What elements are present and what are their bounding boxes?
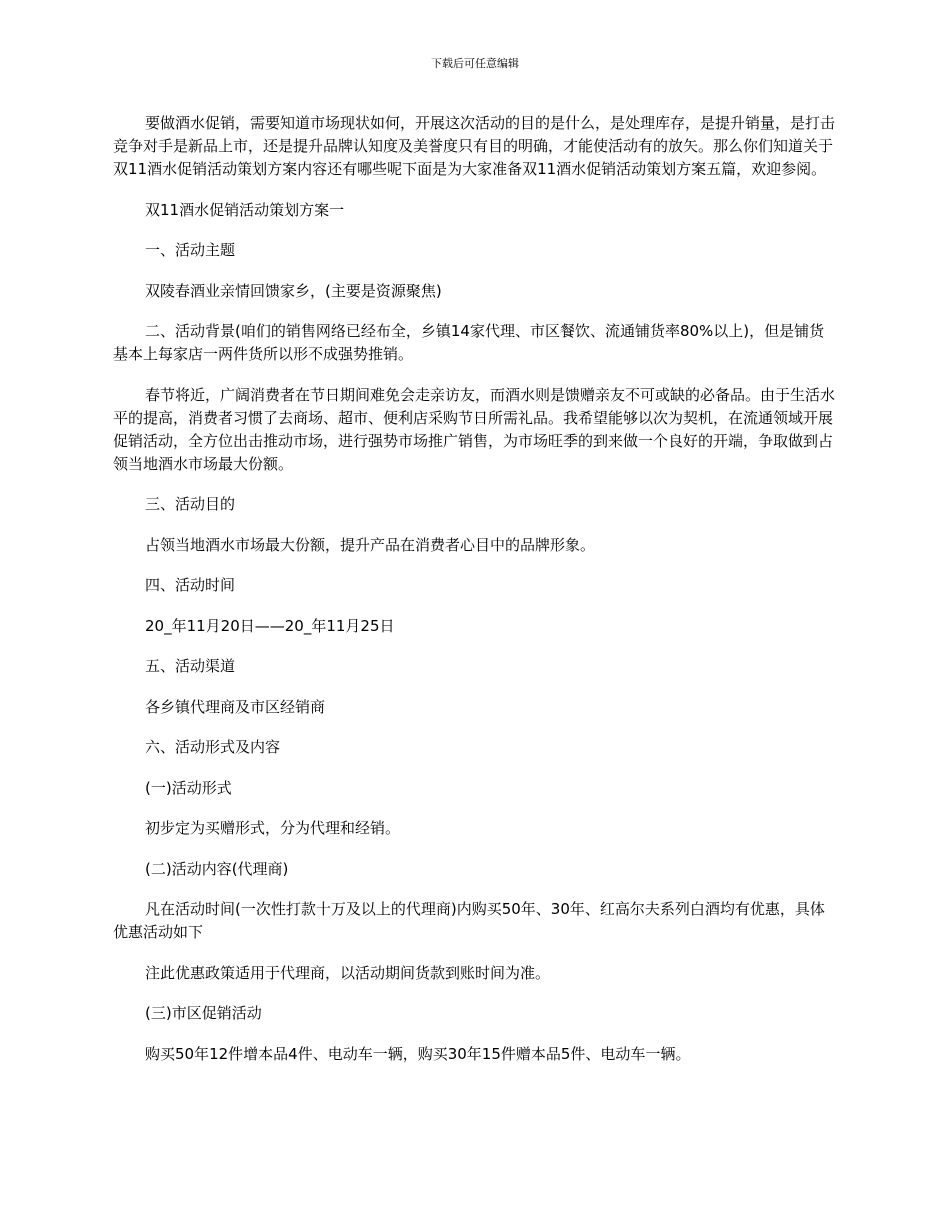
subheading-form: (一)活动形式 [145,778,232,797]
agent-content-paragraph: 凡在活动时间(一次性打款十万及以上的代理商)内购买50年、30年、红高尔夫系列白酒均有优惠，具体优惠活动如下 [113,900,825,941]
background-paragraph: 二、活动背景(咱们的销售网络已经布全，乡镇14家代理、市区餐饮、流通铺货率80%以上)，但是铺货基本上每家店一两件货所以形不成强势推销。 [113,322,825,363]
header-note: 下载后可任意编辑 [431,57,519,70]
section-heading-time: 四、活动时间 [145,576,236,594]
section-heading-goal: 三、活动目的 [145,495,236,513]
theme-paragraph: 双陵春酒业亲情回馈家乡，(主要是资源聚焦) [145,281,442,300]
time-paragraph: 20_年11月20日——20_年11月25日 [145,616,395,635]
goal-paragraph: 占领当地酒水市场最大份额，提升产品在消费者心目中的品牌形象。 [145,535,596,554]
agent-note-paragraph: 注此优惠政策适用于代理商，以活动期间货款到账时间为准。 [145,963,551,982]
channel-paragraph: 各乡镇代理商及市区经销商 [145,697,326,716]
subheading-city-promotion: (三)市区促销活动 [145,1004,262,1022]
intro-paragraph: 要做酒水促销，需要知道市场现状如何，开展这次活动的目的是什么，是处理库存，是提升销量，是打击竞争对手是新品上市，还是提升品牌认知度及美誉度只有目的明确，才能使活动有的放矢。那么你们知道关于双11酒水促销活动策划方案内容还有哪些呢下面是为大家准备双11酒水促销活动策划方案五篇，欢迎参阅。 [113,114,836,178]
background-detail-paragraph: 春节将近，广阔消费者在节日期间难免会走亲访友，而酒水则是馈赠亲友不可或缺的必备品。由于生活水平的提高，消费者习惯了去商场、超市、便利店采购节日所需礼品。我希望能够以次为契机，在流通领域开展促销活动，全方位出击推动市场，进行强势市场推广销售，为市场旺季的到来做一个良好的开端，争取做到占领当地酒水市场最大份额。 [113,385,836,473]
section-heading-channel: 五、活动渠道 [145,657,236,675]
section-heading-form: 六、活动形式及内容 [145,738,281,756]
city-promotion-paragraph: 购买50年12件增本品4件、电动车一辆，购买30年15件赠本品5件、电动车一辆。 [145,1044,691,1063]
document-body [113,112,835,1083]
subheading-agent-content: (二)活动内容(代理商) [145,859,289,878]
form-paragraph: 初步定为买赠形式，分为代理和经销。 [145,819,401,837]
plan-title: 双11酒水促销活动策划方案一 [145,200,345,219]
section-heading-theme: 一、活动主题 [145,241,236,259]
